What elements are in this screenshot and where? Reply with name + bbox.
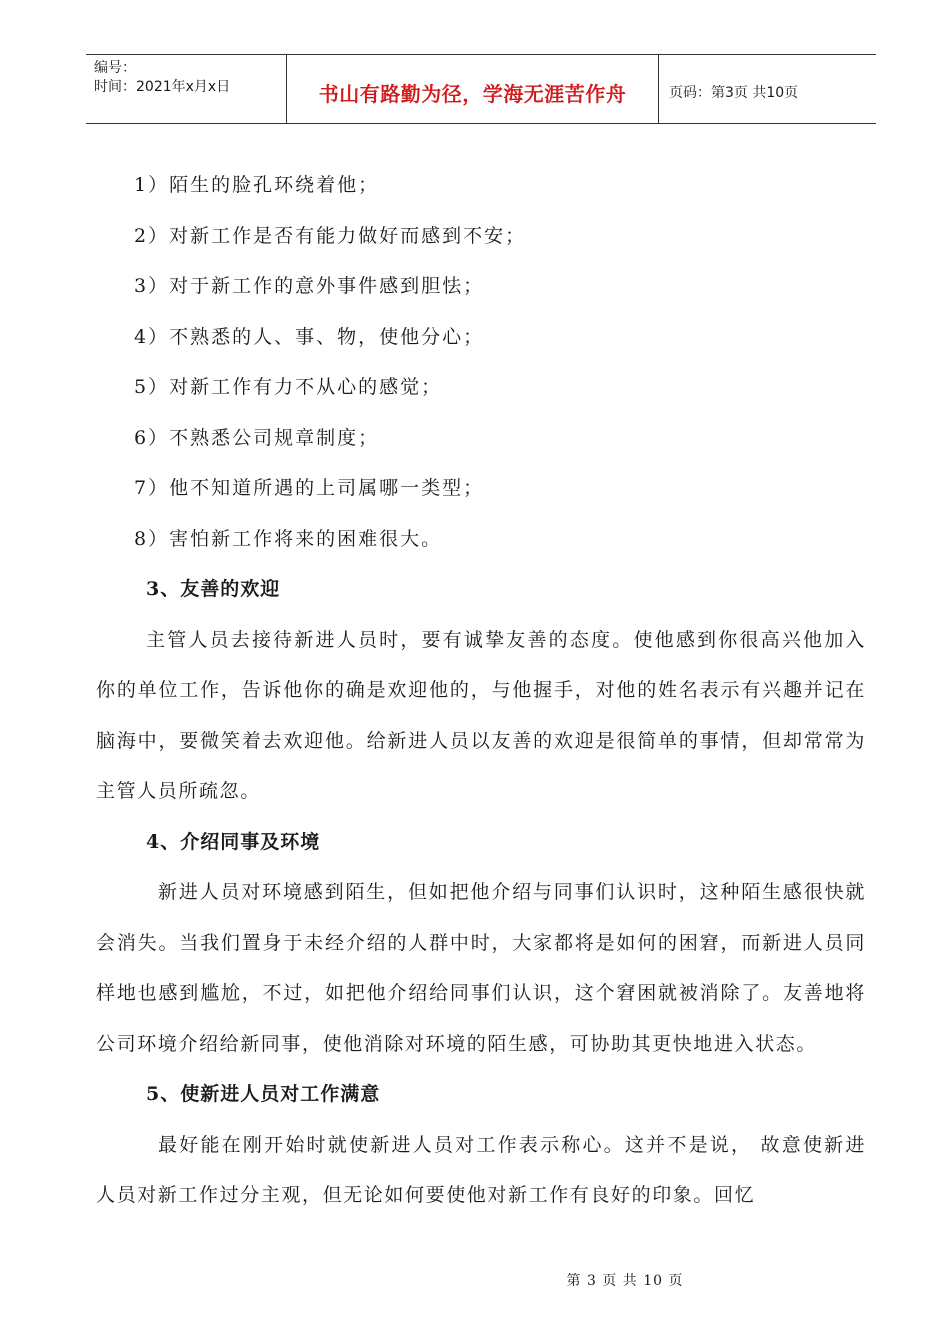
list-item: 6）不熟悉公司规章制度； [134,426,380,449]
list-item: 4）不熟悉的人、事、物，使他分心； [134,325,485,348]
section-heading-satisfaction: 5、使新进人员对工作满意 [146,1083,381,1105]
section-paragraph-satisfaction: 最好能在刚开始时就使新进人员对工作表示称心。这并不是说， 故意使新进人员对新工作过分主观，但无论如何要使他对新工作有良好的印象。回忆 [96,1133,866,1206]
list-item: 8）害怕新工作将来的困难很大。 [134,527,443,550]
document-number-label: 编号： [94,60,136,76]
header-page-cell [659,55,876,123]
section-heading-introduce: 4、介绍同事及环境 [146,830,321,853]
section-paragraph-welcome: 主管人员去接待新进人员时，要有诚挚友善的态度。使他感到你很高兴他加入你的单位工作，告诉他你的确是欢迎他的，与他握手，对他的姓名表示有兴趣并记在脑海中，要微笑着去欢迎他。给新进人员以友善的欢迎是很简单的事情，但却常常为主管人员所疏忽。 [96,628,866,802]
document-time-label: 时间：2021年x月x日 [94,79,231,95]
list-item: 7）他不知道所遇的上司属哪一类型； [134,477,485,499]
list-item: 5）对新工作有力不从心的感觉； [134,376,443,398]
section-heading-welcome: 3、友善的欢迎 [146,578,281,600]
list-item: 3）对于新工作的意外事件感到胆怯； [134,275,485,297]
list-item: 1）陌生的脸孔环绕着他； [134,174,380,196]
header-motto-cell [286,55,659,123]
list-item: 2）对新工作是否有能力做好而感到不安； [134,224,527,247]
header-page-label: 页码：第3页 共10页 [669,85,799,101]
header-motto: 书山有路勤为径，学海无涯苦作舟 [318,81,627,106]
header-meta [86,55,286,123]
page-header [86,54,876,124]
section-paragraph-introduce: 新进人员对环境感到陌生，但如把他介绍与同事们认识时，这种陌生感很快就会消失。当我们置身于未经介绍的人群中时，大家都将是如何的困窘，而新进人员同样地也感到尴尬，不过，如把他介绍给同事们认识，这个窘困就被消除了。友善地将公司环境介绍给新同事，使他消除对环境的陌生感，可协助其更快地进入状态。 [96,881,866,1055]
document-body [96,160,866,1221]
page-footer: 第 3 页 共 10 页 [566,1273,684,1289]
